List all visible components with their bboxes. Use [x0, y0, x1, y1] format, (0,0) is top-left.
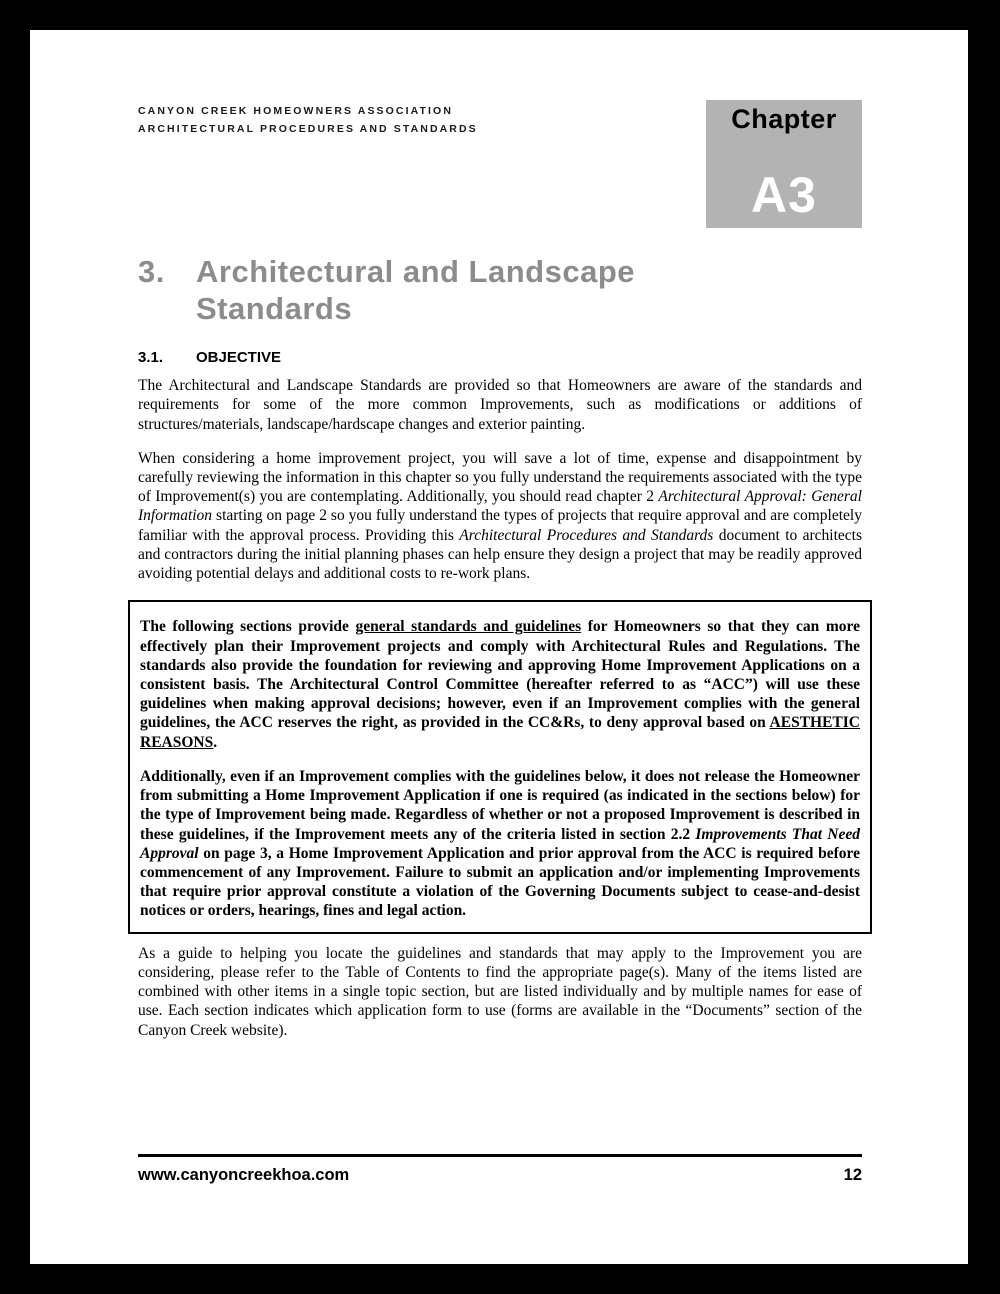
callout-paragraph-2	[140, 767, 860, 921]
content-column	[138, 30, 862, 1040]
text-run: .	[213, 733, 218, 751]
section-heading-objective	[138, 349, 862, 366]
text-run-underline: AESTHETIC REASONS	[140, 714, 860, 751]
text-run: for Homeowners so that they can more effectively plan their Improvement projects and comply with Architectural Rules and Regulations. The standards also provide the foundation for reviewing and approving Home Improvement Applications on a consistent basis. The Architectural Control Committee (hereafter referred to as “ACC”) will use these guidelines when making approval decisions; however, even if an Improvement complies with the general guidelines, the ACC reserves the right, as provided in the CC&Rs, to deny approval based on	[140, 618, 860, 732]
text-run-italic: Architectural Approval: General Information	[138, 488, 862, 525]
chapter-code: A3	[751, 167, 817, 223]
header-org-line-1: CANYON CREEK HOMEOWNERS ASSOCIATION	[138, 105, 454, 117]
footer	[138, 1154, 862, 1185]
objective-paragraph-1: The Architectural and Landscape Standards are provided so that Homeowners are aware of the standards and requirements for some of the more common Improvements, such as modifications or additions of structures/materials, landscape/hardscape changes and exterior painting.	[138, 377, 862, 433]
footer-page-number: 12	[843, 1166, 862, 1184]
footer-website: www.canyoncreekhoa.com	[138, 1166, 350, 1184]
text-run-italic: Improvements That Need Approval	[140, 825, 860, 862]
text-run: Additionally, even if an Improvement complies with the guidelines below, it does not release the Homeowner from submitting a Home Improvement Application if one is required (as indicated in the sections below) for the type of Improvement being made. Regardless of whether or not a proposed Improvement is described in these guidelines, if the Improvement meets any of the criteria listed in section 2.2	[140, 767, 860, 843]
guidelines-callout-box	[128, 600, 872, 933]
section-heading-label: OBJECTIVE	[196, 349, 282, 367]
chapter-label: Chapter	[731, 104, 837, 134]
text-run: When considering a home improvement project, you will save a lot of time, expense and disappointment by carefully reviewing the information in this chapter so you fully understand the requirements associated with the type of Improvement(s) you are contemplating. Additionally, you should read chapter 2	[138, 449, 862, 506]
document-page	[30, 30, 968, 1264]
title-line-1: Architectural and Landscape	[196, 254, 636, 289]
text-run-underline: general standards and guidelines	[355, 618, 582, 636]
text-run: on page 3, a Home Improvement Application and prior approval from the ACC is required before commencement of any Improvement. Failure to submit an application and/or implementing Improvements that require prior approval constitute a violation of the Governing Documents subject to cease-and-desist notices or orders, hearings, fines and legal action.	[140, 844, 860, 920]
callout-paragraph-1	[140, 617, 860, 752]
text-run: document to architects and contractors during the initial planning phases can help ensure they design a project that may be readily approved avoiding potential delays and additional costs to re-work plans.	[138, 526, 863, 583]
title-line-2: Standards	[196, 290, 353, 326]
header-org-line-2: ARCHITECTURAL PROCEDURES AND STANDARDS	[138, 123, 478, 136]
title-number: 3.	[138, 254, 165, 289]
text-run: starting on page 2 so you fully understand the types of projects that require approval and are completely familiar with the approval process. Providing this	[138, 507, 862, 544]
objective-paragraph-2	[138, 449, 862, 584]
text-run-italic: Architectural Procedures and Standards	[459, 526, 714, 544]
closing-paragraph: As a guide to helping you locate the guidelines and standards that may apply to the Improvement you are considering, please refer to the Table of Contents to find the appropriate page(s). Many of the items listed are combined with other items in a single topic section, but are listed individually and by multiple names for ease of use. Each section indicates which application form to use (forms are available in the “Documents” section of the Canyon Creek website).	[138, 944, 862, 1039]
text-run: The following sections provide	[140, 618, 356, 636]
title-text	[196, 254, 635, 327]
section-number: 3.1.	[138, 349, 164, 367]
page-title	[138, 254, 862, 327]
